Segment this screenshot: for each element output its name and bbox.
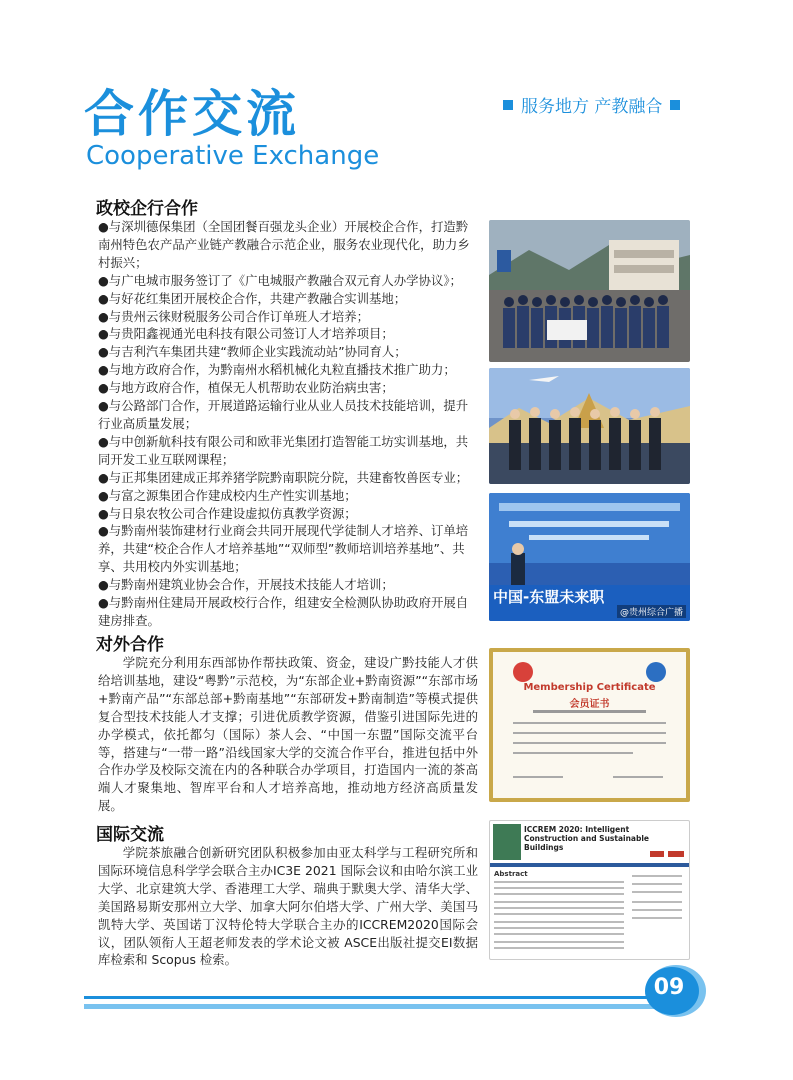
list-item: ●与黔南州装饰建材行业商会共同开展现代学徒制人才培养、订单培养，共建“校企合作人才培养基地”“双师型”教师培训培养基地”、共享、共用校内外实训基地； [98,523,469,575]
membership-certificate [489,648,690,802]
list-item: ●与中创新航科技有限公司和欧菲光集团打造智能工坊实训基地，共同开发工业互联网课程； [98,433,469,467]
paper-title: ICCREM 2020: Intelligent Construction and Sustainable Buildings [524,825,650,852]
international-paragraph: 学院茶旅融合创新研究团队积极参加由亚太科学与工程研究所和国际环境信息科学学会联合主办IC3E 2021 国际会议和由哈尔滨工业大学、北京建筑大学、香港理工大学、瑞典于默奥大学、清华大学、美国路易斯安那州立大学、加拿大阿尔伯塔大学、广州大学、美国马凯特大学、英国诺丁汉特伦特大学联合主办的ICCREM2020国际会议，团队领衔人王超老师发表的学术论文被 ASCE出版社提交EI数据库检索和 Scopus 检索。 [98,845,478,968]
certificate-title: Membership Certificate [523,682,656,693]
paper-abstract-label: Abstract [494,870,528,878]
certificate-title-cn: 会员证书 [569,699,610,710]
list-item: ●与黔南州建筑业协会合作，开展技术技能人才培训； [98,577,394,593]
partnership-list [98,218,478,630]
forum-banner-text: 中国-东盟未来职 [493,588,605,606]
page-title-cn: 合作交流 [84,85,300,143]
page-title-en: Cooperative Exchange [86,141,380,171]
section-title-partnership: 政校企行合作 [96,199,198,219]
list-item: ●与好花红集团开展校企合作，共建产教融合实训基地； [98,290,407,306]
watermark: @贵州综合广播 [617,605,686,618]
square-bullet-icon [670,100,680,110]
meeting-photo [489,368,690,484]
list-item: ●与贵州云徕财税服务公司合作订单班人才培养； [98,308,370,324]
header-tagline [503,92,680,117]
list-item: ●与黔南州住建局开展政校行合作，组建安全检测队协助政府开展自建房排查。 [98,595,469,628]
list-item: ●与正邦集团建成正邦养猪学院黔南职院分院，共建畜牧兽医专业； [98,469,469,485]
list-item: ●与公路部门合作，开展道路运输行业从业人员技术技能培训，提升行业高质量发展； [98,398,469,431]
list-item: ●与地方政府合作，植保无人机帮助农业防治病虫害； [98,380,394,396]
section-title-international: 国际交流 [96,825,164,845]
tagline-text: 服务地方 产教融合 [521,97,663,117]
forum-photo [489,493,690,621]
list-item: ●与深圳德保集团（全国团餐百强龙头企业）开展校企合作，打造黔南州特色农产品产业链产教融合示范企业，服务农业现代化，助力乡村振兴； [98,219,470,270]
square-bullet-icon [503,100,513,110]
page-number: 09 [653,975,685,1000]
footer-band [84,1004,694,1009]
paper-screenshot [489,820,690,960]
list-item: ●与地方政府合作，为黔南州水稻机械化丸粒直播技术推广助力； [98,362,456,378]
footer-rule [84,996,688,999]
list-item: ●与日泉农牧公司合作建设虚拟仿真教学资源； [98,505,357,521]
list-item: ●与富之源集团合作建成校内生产性实训基地； [98,487,357,503]
list-item: ●与贵阳鑫视通光电科技有限公司签订人才培养项目； [98,326,394,342]
section-title-external: 对外合作 [96,635,164,655]
group-photo-1 [489,220,690,362]
list-item: ●与广电城市服务签订了《广电城服产教融合双元育人办学协议》； [98,272,462,288]
list-item: ●与吉利汽车集团共建“教师企业实践流动站”协同育人； [98,344,407,360]
external-paragraph: 学院充分利用东西部协作帮扶政策、资金，建设广黔技能人才供给培训基地，建设“粤黔”示范校，为“东部企业+黔南资源”“东部市场+黔南产品”“东部总部+黔南基地”“东部研发+黔南制造”等模式提供复合型技术技能人才支撑；引进优质教学资源，借鉴引进国际先进的办学模式，依托都匀（国际）茶人会、“中国一东盟”国际交流平台等，搭建与“一带一路”沿线国家大学的交流合作平台，推进包括中外合作办学及校际交流在内的各种联合办学项目，打造国内一流的茶高端人才聚集地、智库平台和人才培养高地，推动地方经济高质量发展。 [98,655,478,814]
